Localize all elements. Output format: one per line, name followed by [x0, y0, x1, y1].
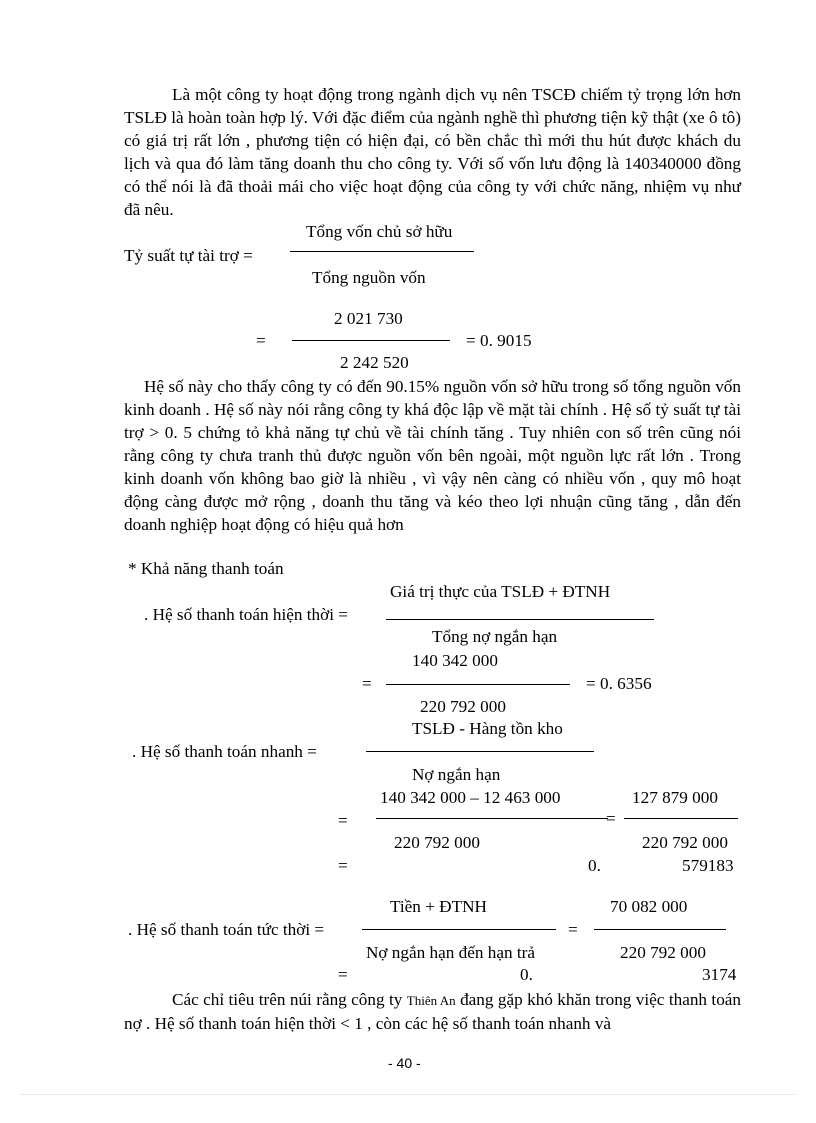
numerator-value: 140 342 000 – 12 463 000 [380, 788, 561, 807]
formula-numerator: Tổng vốn chủ sở hữu [306, 222, 453, 241]
result-value-digits: 579183 [682, 856, 734, 875]
formula-label: . Hệ số thanh toán hiện thời = [144, 605, 348, 624]
equals-sign: = [256, 331, 266, 350]
formula-denominator: Tổng nợ ngắn hạn [432, 627, 558, 646]
fraction-bar [376, 818, 608, 819]
paragraph-conclusion [124, 988, 741, 1035]
formula-label: . Hệ số thanh toán tức thời = [128, 920, 325, 939]
fraction-bar [290, 251, 474, 252]
result-value: 0. [520, 965, 533, 984]
numerator-value: 140 342 000 [412, 651, 498, 670]
denominator-value-2: 220 792 000 [642, 833, 728, 852]
formula-denominator: Nợ ngắn hạn [412, 765, 501, 784]
section-heading: * Khả năng thanh toán [128, 559, 284, 578]
result-value: = 0. 6356 [586, 674, 652, 693]
result-value: = 0. 9015 [466, 331, 532, 350]
formula-label: . Hệ số thanh toán nhanh = [132, 742, 317, 761]
formula-denominator: Nợ ngắn hạn đến hạn trả [366, 943, 535, 962]
denominator-value: 220 792 000 [394, 833, 480, 852]
conclusion-text-end: đang gặp khó khăn trong việc thanh toán nợ . Hệ số thanh toán hiện thời < 1 , còn các hệ số thanh toán nhanh và [124, 990, 742, 1033]
denominator-value: 220 792 000 [620, 943, 706, 962]
company-name: Thiên An [406, 993, 456, 1008]
fraction-bar [366, 751, 594, 752]
equals-sign: = [568, 920, 578, 939]
fraction-bar [386, 619, 654, 620]
formula-denominator: Tổng nguồn vốn [312, 268, 426, 287]
denominator-value: 2 242 520 [340, 353, 409, 372]
equals-sign: = [338, 811, 348, 830]
conclusion-text-start: Các chỉ tiêu trên núi rằng công ty [172, 990, 403, 1009]
result-value-digits: 3174 [702, 965, 737, 984]
page-number: - 40 - [388, 1055, 421, 1071]
formula-numerator: TSLĐ - Hàng tồn kho [412, 719, 563, 738]
result-value: 0. [588, 856, 601, 875]
denominator-value: 220 792 000 [420, 697, 506, 716]
formula-numerator: Giá trị thực của TSLĐ + ĐTNH [390, 582, 611, 601]
formula-numerator: Tiền + ĐTNH [390, 897, 487, 916]
fraction-bar [594, 929, 726, 930]
numerator-value: 2 021 730 [334, 309, 403, 328]
equals-sign: = [338, 965, 348, 984]
equals-sign: = [362, 674, 372, 693]
fraction-bar [386, 684, 570, 685]
fraction-bar [362, 929, 556, 930]
page-divider [20, 1094, 796, 1095]
equals-sign: = [606, 809, 616, 828]
numerator-value-2: 127 879 000 [632, 788, 718, 807]
equals-sign: = [338, 856, 348, 875]
fraction-bar [624, 818, 738, 819]
paragraph-intro: Là một công ty hoạt động trong ngành dịch vụ nên TSCĐ chiếm tỷ trọng lớn hơn TSLĐ là hoàn toàn hợp lý. Với đặc điểm của ngành nghề thì phương tiện kỹ thật (xe ô tô) có giá trị rất lớn , phương tiện có hiện đại, có bền chắc thì mới thu hút được khách du lịch và qua đó làm tăng doanh thu cho công ty. Với số vốn lưu động là 140340000 đồng có thể nói là đã thoải mái cho việc hoạt động của công ty với chức năng, nhiệm vụ như đã nêu. [124, 85, 741, 219]
formula-label: Tỷ suất tự tài trợ = [124, 246, 253, 265]
paragraph-analysis: Hệ số này cho thấy công ty có đến 90.15% nguồn vốn sở hữu trong số tổng nguồn vốn kinh doanh . Hệ số này nói rằng công ty khá độc lập về mặt tài chính . Hệ số tỷ suất tự tài trợ > 0. 5 chứng tỏ khả năng tự chủ về tài chính tăng . Tuy nhiên con số trên cũng nói rằng công ty chưa tranh thủ được nguồn vốn bên ngoài, một nguồn lực rất lớn . Trong kinh doanh vốn không bao giờ là nhiều , vì vậy nên càng có nhiều vốn , quy mô hoạt động càng được mở rộng , doanh thu tăng và kéo theo lợi nhuận cũng tăng , dẫn đến doanh nghiệp hoạt động có hiệu quả hơn [124, 377, 741, 534]
fraction-bar [292, 340, 450, 341]
numerator-value: 70 082 000 [610, 897, 688, 916]
